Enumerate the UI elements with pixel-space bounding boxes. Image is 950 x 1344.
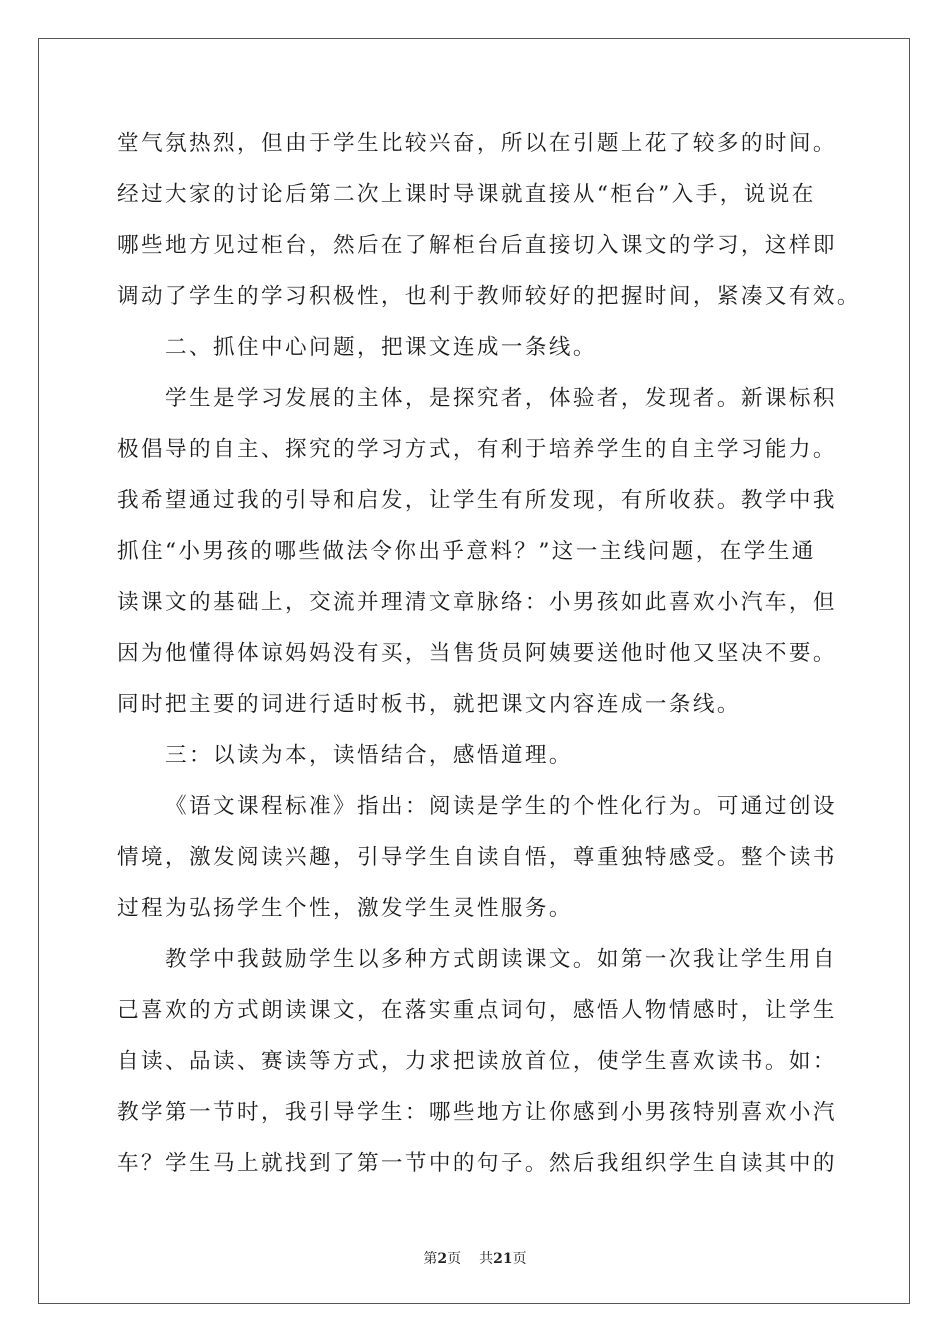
page-number: 2 [437, 1251, 448, 1267]
text-line-1: 堂气氛热烈，但由于学生比较兴奋，所以在引题上花了较多的时间。 [117, 131, 837, 156]
text-line-21: 车？学生马上就找到了第一节中的句子。然后我组织学生自读其中的 [117, 1151, 837, 1176]
page-suffix: 页 [447, 1251, 462, 1267]
total-prefix: 共 [479, 1251, 494, 1267]
text-line-19: 自读、品读、赛读等方式，力求把读放首位，使学生喜欢读书。如： [117, 1049, 837, 1074]
section-heading-3: 三：以读为本，读悟结合，感悟道理。 [165, 743, 573, 768]
text-line-11: 因为他懂得体谅妈妈没有买，当售货员阿姨要送他时他又坚决不要。 [117, 641, 837, 666]
body-text [117, 118, 861, 1189]
text-line-17: 教学中我鼓励学生以多种方式朗读课文。如第一次我让学生用自 [165, 947, 837, 972]
text-line-9: 抓住“小男孩的哪些做法令你出乎意料？”这一主线问题，在学生通 [117, 539, 816, 564]
text-line-12: 同时把主要的词进行适时板书，就把课文内容连成一条线。 [117, 692, 741, 717]
text-line-7: 极倡导的自主、探究的学习方式，有利于培养学生的自主学习能力。 [117, 437, 837, 462]
total-suffix: 页 [512, 1251, 527, 1267]
text-line-6: 学生是学习发展的主体，是探究者，体验者，发现者。新课标积 [165, 386, 837, 411]
page-footer [0, 1248, 950, 1268]
total-pages: 21 [493, 1251, 513, 1267]
text-line-8: 我希望通过我的引导和启发，让学生有所发现，有所收获。教学中我 [117, 488, 837, 513]
text-line-10: 读课文的基础上，交流并理清文章脉络：小男孩如此喜欢小汽车，但 [117, 590, 837, 615]
text-line-2: 经过大家的讨论后第二次上课时导课就直接从“柜台”入手，说说在 [117, 182, 816, 207]
text-line-14: 《语文课程标准》指出：阅读是学生的个性化行为。可通过创设 [165, 794, 837, 819]
section-heading-2: 二、抓住中心问题，把课文连成一条线。 [165, 335, 597, 360]
text-line-16: 过程为弘扬学生个性，激发学生灵性服务。 [117, 896, 573, 921]
text-line-3: 哪些地方见过柜台，然后在了解柜台后直接切入课文的学习，这样即 [117, 233, 837, 258]
text-line-20: 教学第一节时，我引导学生：哪些地方让你感到小男孩特别喜欢小汽 [117, 1100, 837, 1125]
text-line-15: 情境，激发阅读兴趣，引导学生自读自悟，尊重独特感受。整个读书 [117, 845, 837, 870]
text-line-18: 己喜欢的方式朗读课文，在落实重点词句，感悟人物情感时，让学生 [117, 998, 837, 1023]
page-prefix: 第 [423, 1251, 438, 1267]
text-line-4: 调动了学生的学习积极性，也利于教师较好的把握时间，紧凑又有效。 [117, 284, 861, 309]
